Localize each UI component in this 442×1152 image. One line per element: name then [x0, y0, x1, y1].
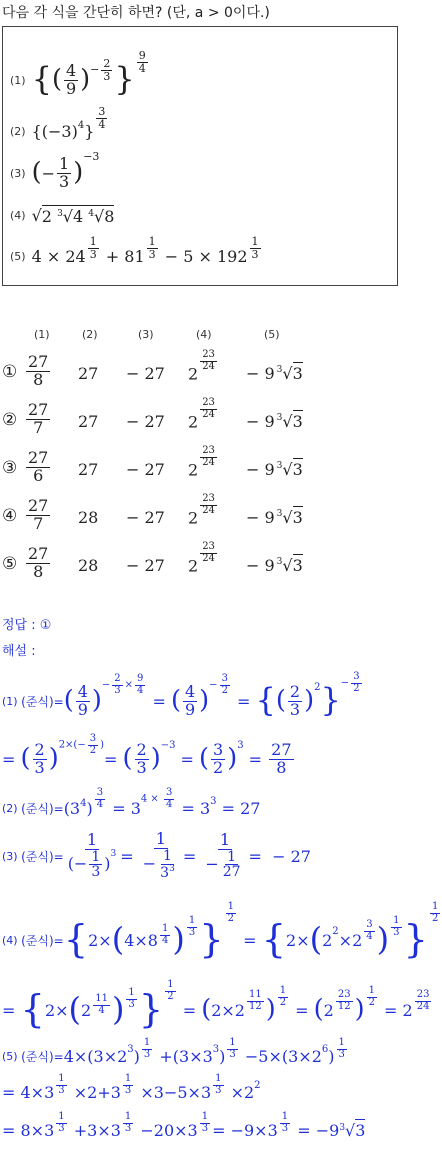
solution-4-label: (준식)= — [21, 933, 64, 948]
choice-col-5-coef: − 9 — [246, 364, 275, 383]
choice-col-3: − 27 — [126, 508, 165, 527]
choice-col-4-exp-den: 24 — [202, 504, 215, 516]
choice-col-1-den: 8 — [33, 369, 44, 389]
solution-4-line-2: = { 2× ( 2 $\frac{11}{4}$ ) $\frac{1}{3}$ } $\frac{1}{2}$ = ( 2×2 $\frac{11}{12}$ ) $\frac{1}{2}$ = ( 2 $\frac{23}{12}$ ) $\frac{1}{2}$ = 2 $\frac{23}{24}$ — [2, 979, 430, 1032]
column-header-5: (5) — [264, 328, 280, 341]
choice-col-5: − 9 $^3$√3 — [246, 364, 303, 383]
problem-2-label: (2) — [10, 124, 26, 138]
choice-col-4 — [188, 493, 219, 530]
choice-col-5-radicand: 3 — [292, 556, 303, 575]
choice-col-2: 27 — [78, 412, 99, 431]
column-header-2: (2) — [82, 328, 98, 341]
solution-5-line-2: = 4×3 $\frac{1}{3}$ ×2+3 $\frac{1}{3}$ ×3−5×3 $\frac{1}{3}$ ×2 2 — [2, 1073, 261, 1102]
choice-col-2: 28 — [78, 508, 99, 527]
choice-col-1 — [26, 450, 50, 485]
answer-text: 정답 : ① — [2, 618, 52, 633]
choice-col-4-base: 2 — [188, 460, 199, 480]
choice-col-5-radicand: 3 — [292, 460, 303, 479]
problem-5: (5) 4 × 24 $\frac{1}{3}$ + 81 $\frac{1}{3}$ − 5 × 192 $\frac{1}{3}$ — [10, 235, 259, 266]
choice-marker: ② — [2, 410, 18, 430]
solution-5-label: (준식)= — [21, 1049, 64, 1064]
choice-col-5-coef: − 9 — [246, 460, 275, 479]
choice-row[interactable] — [0, 541, 400, 590]
choice-col-5-radicand: 3 — [292, 364, 303, 383]
choice-col-4-exp-den: 24 — [202, 408, 215, 420]
choice-col-1-num: 27 — [28, 496, 49, 515]
solution-3-label: (준식)= — [21, 849, 64, 864]
choice-row[interactable] — [0, 445, 400, 494]
problem-2: (2) {(−3) 4 } $\frac{3}{4}$ — [10, 105, 106, 141]
choice-col-2: 28 — [78, 556, 99, 575]
problem-3: (3) ( − $\frac{1}{3}$ ) −3 — [10, 150, 100, 191]
solution-5-line-1: (5) (준식)= 4×(3×2 3 ) $\frac{1}{3}$ +(3×3 3 ) $\frac{1}{3}$ −5×(3×2 6 ) $\frac{1}{3}$ — [2, 1037, 345, 1066]
choice-col-4-exp-num: 23 — [202, 493, 215, 504]
solution-2: (2) (준식)= (3 4 ) $\frac{3}{4}$ = 3 4 × $\frac{3}{4}$ = 3 3 = 27 — [2, 787, 261, 818]
solution-1-line-1: (1) (준식)= ( $\frac{4}{9}$ ) − $\frac{2}{3}$ × $\frac{9}{4}$ = ( $\frac{4}{9}$ ) − $\frac{3}{2}$ = { ( $\frac{2}{3}$ ) 2 } − $\frac{3}{2}$ — [2, 671, 360, 720]
choice-col-3: − 27 — [126, 412, 165, 431]
choice-col-4 — [188, 445, 219, 482]
choice-col-1-num: 27 — [28, 352, 49, 371]
choice-row[interactable] — [0, 349, 400, 398]
choice-col-5: − 9 $^3$√3 — [246, 508, 303, 527]
choice-row[interactable] — [0, 397, 400, 446]
problem-3-label: (3) — [10, 166, 26, 180]
choice-col-4-base: 2 — [188, 508, 199, 528]
solution-3: (3) (준식)= 1 (− $\frac{1}{3}$ ) 3 = 1 − $\frac{1}{3^3}$ = 1 − $\frac{1}{27}$ = − 27 — [2, 829, 311, 881]
choice-col-1 — [26, 402, 50, 437]
choice-col-3: − 27 — [126, 556, 165, 575]
choice-col-4-exp-num: 23 — [202, 397, 215, 408]
choice-col-1-den: 7 — [33, 417, 44, 437]
choice-col-2: 27 — [78, 364, 99, 383]
choice-col-4-exp-den: 24 — [202, 552, 215, 564]
problem-4: (4) √ 2 $^3$√4 $^4$√8 — [10, 205, 115, 226]
explanation-label: 해설 : — [2, 644, 36, 659]
choice-col-5: − 9 $^3$√3 — [246, 556, 303, 575]
choice-col-1-den: 8 — [33, 561, 44, 581]
choice-col-1 — [26, 498, 50, 533]
choice-col-5-radicand: 3 — [292, 508, 303, 527]
choice-col-4-base: 2 — [188, 556, 199, 576]
choice-col-1-den: 6 — [33, 465, 44, 485]
choice-col-3: − 27 — [126, 460, 165, 479]
choice-col-5-coef: − 9 — [246, 508, 275, 527]
solution-4-line-1: (4) (준식)= { 2× ( 4×8 $\frac{1}{4}$ ) $\frac{1}{3}$ } $\frac{1}{2}$ = { 2× ( 2 2 ×2 $\frac{3}{4}$ ) $\frac{1}{3}$ } $\frac{1}{2}$ — [2, 901, 439, 962]
choice-col-4-base: 2 — [188, 412, 199, 432]
choice-col-5: − 9 $^3$√3 — [246, 412, 303, 431]
choice-marker: ④ — [2, 506, 18, 526]
choice-row[interactable] — [0, 493, 400, 542]
choice-col-4 — [188, 541, 219, 578]
choice-col-4-base: 2 — [188, 364, 199, 384]
choice-col-4-exp-num: 23 — [202, 541, 215, 552]
choice-col-1 — [26, 546, 50, 581]
solution-1-line-2: = ( $\frac{2}{3}$ ) 2×(− $\frac{3}{2}$ ) = ( $\frac{2}{3}$ ) −3 = ( $\frac{3}{2}$ ) 3 = $\frac{27}{8}$ — [2, 733, 292, 777]
choice-col-2: 27 — [78, 460, 99, 479]
choice-marker: ③ — [2, 458, 18, 478]
problem-1-label: (1) — [10, 73, 26, 87]
choice-col-1 — [26, 354, 50, 389]
column-header-3: (3) — [138, 328, 154, 341]
choice-col-4-exp-den: 24 — [202, 360, 215, 372]
choice-col-5-radicand: 3 — [292, 412, 303, 431]
problem-5-label: (5) — [10, 249, 26, 263]
problem-1: (1) { ( $\frac{4}{9}$ ) − $\frac{2}{3}$ } $\frac{9}{4}$ — [10, 49, 146, 99]
choice-col-5: − 9 $^3$√3 — [246, 460, 303, 479]
question-text: 다음 각 식을 간단히 하면? (단, a > 0이다.) — [2, 5, 270, 21]
column-header-4: (4) — [196, 328, 212, 341]
solution-1-label: (준식)= — [21, 694, 64, 709]
choice-col-4-exp-num: 23 — [202, 445, 215, 456]
choice-col-5-coef: − 9 — [246, 412, 275, 431]
choice-col-3: − 27 — [126, 364, 165, 383]
choice-col-4 — [188, 349, 219, 386]
choice-marker: ⑤ — [2, 554, 18, 574]
choice-col-4 — [188, 397, 219, 434]
choice-col-1-den: 7 — [33, 513, 44, 533]
choice-col-5-coef: − 9 — [246, 556, 275, 575]
choice-marker: ① — [2, 362, 18, 382]
choice-col-1-num: 27 — [28, 544, 49, 563]
column-header-1: (1) — [34, 328, 50, 341]
choice-col-4-exp-num: 23 — [202, 349, 215, 360]
solution-5-line-3: = 8×3 $\frac{1}{3}$ +3×3 $\frac{1}{3}$ −20×3 $\frac{1}{3}$ = −9×3 $\frac{1}{3}$ = $-9^3√3$ — [2, 1111, 366, 1140]
choice-col-4-exp-den: 24 — [202, 456, 215, 468]
solution-2-label: (준식)= — [21, 801, 64, 816]
problem-4-label: (4) — [10, 208, 26, 222]
choice-col-1-num: 27 — [28, 400, 49, 419]
choice-col-1-num: 27 — [28, 448, 49, 467]
